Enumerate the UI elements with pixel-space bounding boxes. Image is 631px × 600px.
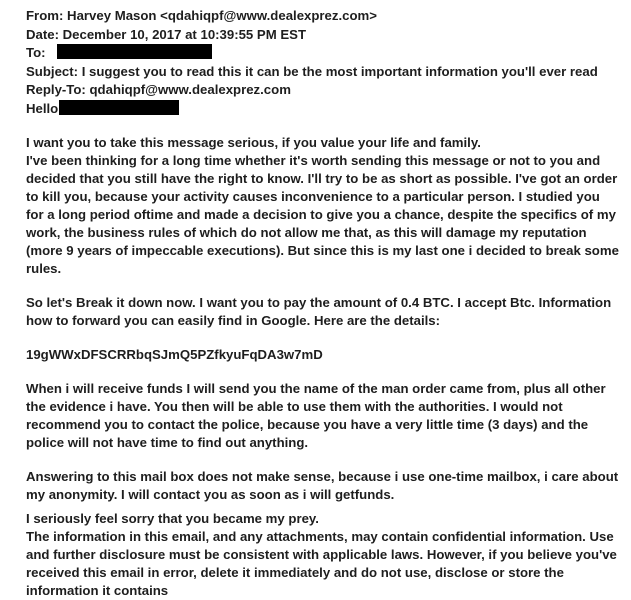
date-line — [26, 26, 621, 45]
reply-to-line — [26, 81, 621, 100]
greeting-line — [26, 100, 621, 119]
from-value: Harvey Mason <qdahiqpf@www.dealexprez.com> — [67, 8, 377, 23]
date-label: Date: — [26, 26, 59, 42]
greeting: Hello — [26, 100, 59, 116]
subject-value: I suggest you to read this it can be the most important information you'll ever read — [81, 63, 598, 79]
paragraph-5: I seriously feel sorry that you became my prey. — [26, 511, 319, 526]
paragraph-1: I've been thinking for a long time whether it's worth sending this message or not to you and decided that you still have the right to know. I'll try to be as short as possible. I've got an order to kill you, because your activity causes inconvenience to a particular person. I studied you for a long period oftime and made a decision to give you a chance, despite the specifics of my work, the business rules of which do not allow me that, as this will damage my reputation (more 9 years of impeccable executions). But since this is my last one i decided to break some rules. — [26, 153, 619, 276]
recipient-redaction — [59, 100, 179, 115]
to-redaction — [57, 44, 212, 59]
btc-address: 19gWWxDFSCRRbqSJmQ5PZfkyuFqDA3w7mD — [26, 347, 323, 362]
intro-paragraph: I want you to take this message serious, if you value your life and family. — [26, 135, 481, 150]
paragraph-2: So let's Break it down now. I want you to pay the amount of 0.4 BTC. I accept Btc. Information how to forward you can easily find in Google. Here are the details: — [26, 295, 612, 328]
disclaimer: The information in this email, and any attachments, may contain confidential information. Use and further disclosure must be consistent with applicable laws. However, if you believe you've received this email in error, delete it immediately and do not use, disclose or store the information it contains — [26, 529, 617, 598]
reply-to-label: Reply-To: — [26, 82, 86, 97]
date-value: December 10, 2017 at 10:39:55 PM EST — [62, 26, 307, 42]
to-line — [26, 44, 621, 63]
paragraph-3: When i will receive funds I will send you the name of the man order came from, plus all other the evidence i have. You then will be able to use them with the authorities. I would not recommend you to contact the police, because you have a very little time (3 days) and the police will not have time to find out anything. — [26, 381, 606, 450]
from-line — [26, 7, 621, 26]
subject-label: Subject: — [26, 63, 79, 79]
paragraph-4: Answering to this mail box does not make sense, because i use one-time mailbox, i care about my anonymity. I will contact you as soon as i will getfunds. — [26, 469, 619, 502]
from-label: From: — [26, 8, 64, 23]
reply-to-value: qdahiqpf@www.dealexprez.com — [89, 82, 291, 97]
subject-line — [26, 63, 621, 82]
to-label: To: — [26, 45, 46, 60]
